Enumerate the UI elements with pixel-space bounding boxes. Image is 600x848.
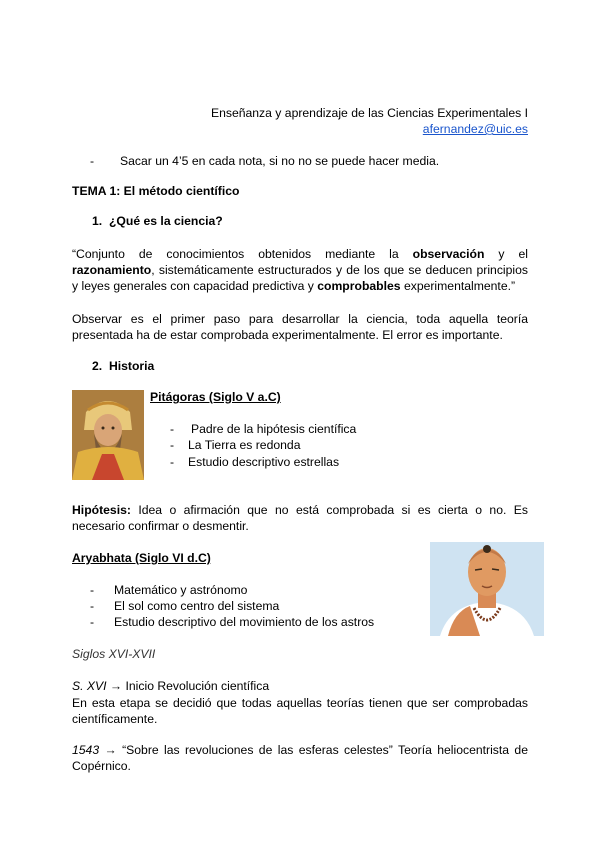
list-item-text: El sol como centro del sistema — [114, 599, 280, 613]
section1-title: ¿Qué es la ciencia? — [108, 214, 223, 228]
section1-number: 1. — [92, 214, 103, 228]
sxvi-text: Inicio Revolución científica — [125, 679, 270, 693]
y1543-label: 1543 — [72, 743, 100, 757]
list-item — [170, 455, 339, 469]
list-item-text: Padre de la hipótesis científica — [191, 422, 357, 436]
list-item — [170, 422, 356, 436]
hipotesis-term: Hipótesis: — [72, 503, 131, 517]
quote-part: “Conjunto de conocimientos obtenidos mediante la — [72, 247, 413, 261]
email-link[interactable]: afernandez@uic.es — [422, 122, 528, 136]
quote-part: y el — [484, 247, 528, 261]
section2-number: 2. — [92, 359, 103, 373]
bullet-dash: - — [90, 615, 95, 629]
sxvi-line — [72, 679, 269, 693]
arrow-icon: → — [106, 679, 126, 693]
sxvi-paragraph: En esta etapa se decidió que todas aquellas teorías tienen que ser comprobadas científicamente. — [72, 696, 528, 726]
bullet-dash: - — [170, 422, 175, 436]
arrow-icon: → — [99, 743, 123, 757]
quote-bold: observación — [412, 247, 485, 261]
list-item-text: La Tierra es redonda — [188, 438, 301, 452]
y1543-paragraph — [72, 742, 528, 774]
note-bullet — [90, 154, 439, 168]
quote-bold: comprobables — [317, 279, 401, 293]
list-item-text: Estudio descriptivo del movimiento de los astros — [114, 615, 375, 629]
bullet-dash: - — [90, 599, 95, 613]
section2-title: Historia — [108, 359, 155, 373]
aryabhata-heading: Aryabhata (Siglo VI d.C) — [72, 551, 211, 565]
y1543-text: “Sobre las revoluciones de las esferas celestes” Teoría heliocentrista de Copérnico. — [72, 743, 528, 773]
hipotesis-definition — [72, 502, 528, 534]
list-item-text: Estudio descriptivo estrellas — [188, 455, 340, 469]
quote-bold: razonamiento — [72, 263, 152, 277]
pitagoras-portrait — [72, 390, 144, 480]
quote-part: , sistemáticamente estructurados y de los que se deducen principios y leyes generales con capacidad predictiva y — [72, 263, 528, 293]
list-item — [90, 615, 374, 629]
observation-paragraph: Observar es el primer paso para desarrollar la ciencia, toda aquella teoría presentada ha de estar comprobada experimentalmente. El error es importante. — [72, 312, 528, 342]
science-definition — [72, 246, 528, 294]
list-item-text: Matemático y astrónomo — [114, 583, 248, 597]
quote-part: experimentalmente.” — [400, 279, 516, 293]
section2-heading — [92, 359, 154, 373]
bullet-dash: - — [170, 455, 175, 469]
course-title: Enseñanza y aprendizaje de las Ciencias Experimentales I — [210, 106, 528, 120]
bullet-dash: - — [90, 154, 95, 168]
pitagoras-heading: Pitágoras (Siglo V a.C) — [150, 390, 281, 404]
aryabhata-portrait — [430, 542, 544, 636]
list-item — [90, 599, 279, 613]
hipotesis-text: Idea o afirmación que no está comprobada si es cierta o no. Es necesario confirmar o desmentir. — [72, 503, 528, 533]
note-text: Sacar un 4’5 en cada nota, si no no se puede hacer media. — [120, 154, 440, 168]
list-item — [90, 583, 247, 597]
list-item — [170, 438, 300, 452]
sxvi-label: S. XVI — [72, 679, 107, 693]
section1-heading — [92, 214, 223, 228]
bullet-dash: - — [90, 583, 95, 597]
siglos-heading: Siglos XVI-XVII — [72, 647, 156, 661]
tema-title: TEMA 1: El método científico — [72, 184, 240, 198]
bullet-dash: - — [170, 438, 175, 452]
